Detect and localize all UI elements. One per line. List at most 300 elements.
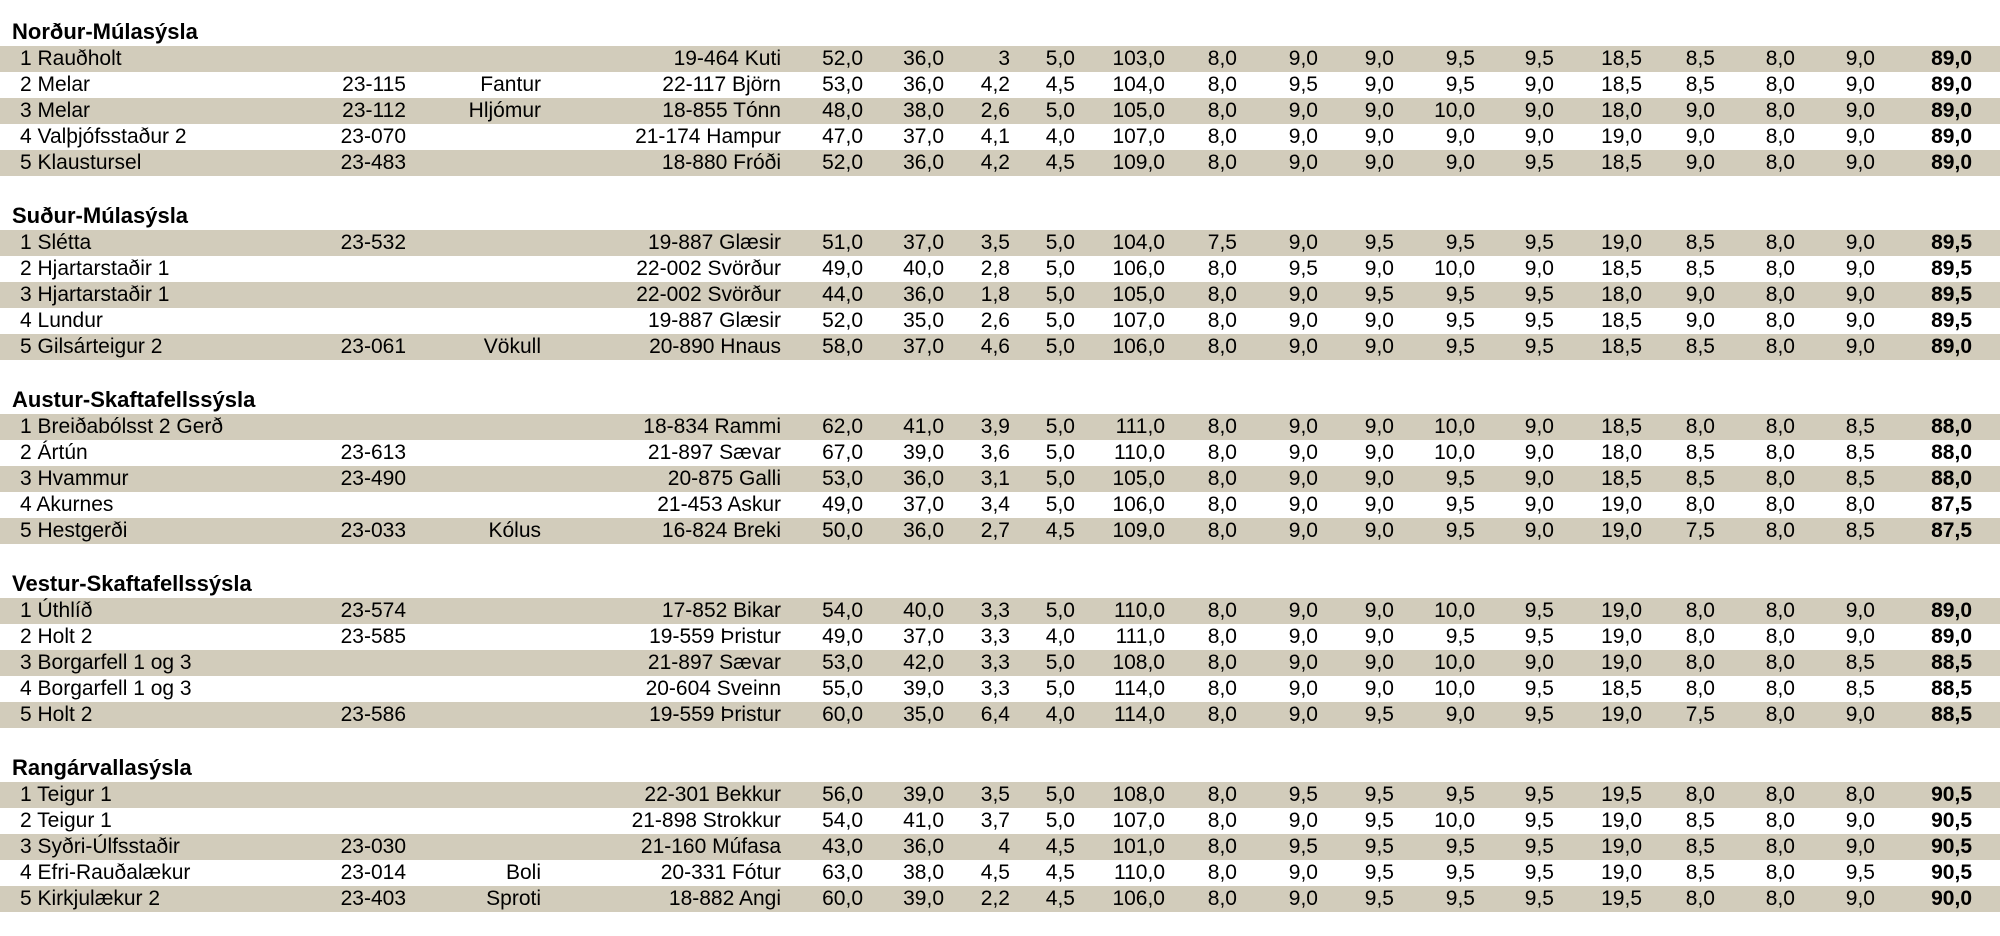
animal-id	[300, 492, 406, 518]
score-cell: 48,0	[822, 99, 863, 122]
score-cell: 9,0	[1364, 151, 1394, 174]
animal-name	[420, 466, 541, 492]
score-cell: 9,0	[1845, 599, 1875, 622]
score-cell: 19,0	[1601, 625, 1642, 648]
score-cell: 39,0	[903, 887, 944, 910]
table-row	[0, 334, 2000, 360]
section-title: Vestur-Skaftafellssýsla	[12, 571, 252, 596]
score-cell: 4,6	[980, 335, 1010, 358]
sire: 19-559 Þristur	[649, 703, 781, 726]
total-score: 87,5	[1931, 493, 1972, 516]
score-cell: 9,0	[1524, 467, 1554, 490]
total-score: 90,5	[1931, 809, 1972, 832]
section-title: Austur-Skaftafellssýsla	[12, 387, 256, 412]
score-cell: 8,0	[1845, 783, 1875, 806]
score-cell: 9,5	[1524, 151, 1554, 174]
animal-name	[420, 124, 541, 150]
score-cell: 19,0	[1601, 703, 1642, 726]
score-cell: 8,0	[1765, 651, 1795, 674]
score-cell: 3,1	[980, 467, 1010, 490]
score-cell: 8,5	[1685, 73, 1715, 96]
score-cell: 4,2	[980, 151, 1010, 174]
farm-name: 1 Slétta	[20, 231, 92, 254]
score-cell: 39,0	[903, 441, 944, 464]
score-cell: 8,0	[1765, 47, 1795, 70]
score-cell: 106,0	[1112, 257, 1165, 280]
section-5	[0, 754, 2000, 912]
score-cell: 3,5	[980, 783, 1010, 806]
score-cell: 9,5	[1288, 257, 1318, 280]
score-cell: 9,0	[1288, 519, 1318, 542]
score-cell: 106,0	[1112, 887, 1165, 910]
table-row	[0, 860, 2000, 886]
score-cell: 8,0	[1207, 835, 1237, 858]
score-cell: 19,5	[1601, 887, 1642, 910]
score-cell: 104,0	[1112, 231, 1165, 254]
farm-name: 4 Borgarfell 1 og 3	[20, 677, 192, 700]
score-cell: 9,0	[1364, 677, 1394, 700]
sire: 21-174 Hampur	[635, 125, 781, 148]
score-cell: 9,5	[1445, 861, 1475, 884]
score-cell: 2,7	[980, 519, 1010, 542]
table-row	[0, 440, 2000, 466]
score-cell: 18,5	[1601, 73, 1642, 96]
sire: 20-331 Fótur	[660, 861, 781, 884]
animal-name: Boli	[505, 861, 541, 884]
score-cell: 8,0	[1207, 861, 1237, 884]
animal-name	[420, 150, 541, 176]
animal-id: 23-112	[342, 99, 406, 122]
score-cell: 9,5	[1524, 809, 1554, 832]
animal-id	[300, 650, 406, 676]
score-cell: 4,1	[980, 125, 1010, 148]
total-score: 88,5	[1931, 677, 1972, 700]
sire: 19-887 Glæsir	[647, 231, 781, 254]
score-cell: 52,0	[822, 309, 863, 332]
score-cell: 5,0	[1045, 231, 1075, 254]
score-cell: 39,0	[903, 783, 944, 806]
animal-name	[420, 46, 541, 72]
total-score: 87,5	[1931, 519, 1972, 542]
sire: 20-890 Hnaus	[649, 335, 781, 358]
score-cell: 9,0	[1288, 861, 1318, 884]
score-cell: 9,0	[1288, 283, 1318, 306]
score-cell: 3	[998, 47, 1010, 70]
animal-id: 23-586	[340, 703, 406, 726]
score-cell: 9,5	[1445, 519, 1475, 542]
animal-name	[420, 414, 541, 440]
score-cell: 8,0	[1685, 415, 1715, 438]
score-cell: 8,5	[1685, 335, 1715, 358]
table-row	[0, 808, 2000, 834]
score-cell: 5,0	[1045, 415, 1075, 438]
farm-name: 3 Hvammur	[20, 467, 129, 490]
score-cell: 9,5	[1364, 835, 1394, 858]
score-cell: 63,0	[822, 861, 863, 884]
score-cell: 9,0	[1288, 599, 1318, 622]
score-cell: 9,5	[1524, 887, 1554, 910]
score-cell: 10,0	[1434, 651, 1475, 674]
score-cell: 9,0	[1685, 309, 1715, 332]
score-cell: 8,0	[1765, 231, 1795, 254]
animal-id: 23-532	[340, 231, 406, 254]
score-cell: 3,3	[980, 651, 1010, 674]
section-title: Suður-Múlasýsla	[12, 203, 189, 228]
score-cell: 8,0	[1765, 887, 1795, 910]
score-cell: 9,0	[1845, 835, 1875, 858]
section-2	[0, 202, 2000, 360]
score-cell: 5,0	[1045, 651, 1075, 674]
score-cell: 8,0	[1207, 677, 1237, 700]
score-cell: 8,0	[1207, 47, 1237, 70]
score-cell: 4,0	[1045, 125, 1075, 148]
score-cell: 5,0	[1045, 783, 1075, 806]
table-row	[0, 598, 2000, 624]
score-cell: 54,0	[822, 599, 863, 622]
score-cell: 8,0	[1207, 493, 1237, 516]
animal-name: Kólus	[488, 519, 541, 542]
score-cell: 19,0	[1601, 125, 1642, 148]
sire: 20-604 Sveinn	[645, 677, 781, 700]
score-cell: 9,0	[1288, 309, 1318, 332]
animal-name	[420, 782, 541, 808]
farm-name: 5 Holt 2	[20, 703, 93, 726]
score-cell: 9,0	[1445, 125, 1475, 148]
score-cell: 106,0	[1112, 493, 1165, 516]
animal-id: 23-014	[340, 861, 406, 884]
score-cell: 3,4	[980, 493, 1010, 516]
table-row	[0, 150, 2000, 176]
score-cell: 9,0	[1288, 677, 1318, 700]
score-cell: 9,5	[1445, 887, 1475, 910]
score-cell: 8,0	[1207, 441, 1237, 464]
total-score: 90,5	[1931, 783, 1972, 806]
score-cell: 9,5	[1524, 47, 1554, 70]
score-cell: 9,0	[1288, 151, 1318, 174]
animal-id: 23-585	[340, 625, 406, 648]
score-cell: 55,0	[822, 677, 863, 700]
score-cell: 8,0	[1207, 809, 1237, 832]
score-cell: 36,0	[903, 151, 944, 174]
score-cell: 9,5	[1364, 283, 1394, 306]
sire: 21-897 Sævar	[647, 651, 781, 674]
animal-name	[420, 676, 541, 702]
score-cell: 9,0	[1364, 73, 1394, 96]
score-cell: 8,0	[1207, 519, 1237, 542]
animal-id: 23-613	[340, 441, 406, 464]
score-cell: 5,0	[1045, 283, 1075, 306]
score-cell: 9,5	[1445, 493, 1475, 516]
score-cell: 9,0	[1524, 99, 1554, 122]
score-cell: 9,5	[1445, 335, 1475, 358]
score-cell: 8,0	[1765, 809, 1795, 832]
score-cell: 9,0	[1524, 125, 1554, 148]
score-cell: 9,0	[1364, 309, 1394, 332]
sire: 19-464 Kuti	[673, 47, 781, 70]
score-cell: 8,0	[1207, 703, 1237, 726]
score-cell: 9,5	[1524, 335, 1554, 358]
score-cell: 9,0	[1288, 335, 1318, 358]
farm-name: 2 Holt 2	[20, 625, 93, 648]
table-row	[0, 308, 2000, 334]
score-cell: 4,5	[980, 861, 1010, 884]
table-row	[0, 124, 2000, 150]
score-cell: 105,0	[1112, 283, 1165, 306]
score-cell: 9,0	[1845, 809, 1875, 832]
score-cell: 44,0	[822, 283, 863, 306]
score-cell: 39,0	[903, 677, 944, 700]
score-cell: 9,0	[1364, 99, 1394, 122]
score-cell: 3,9	[980, 415, 1010, 438]
score-cell: 60,0	[822, 703, 863, 726]
farm-name: 3 Borgarfell 1 og 3	[20, 651, 192, 674]
score-cell: 9,5	[1288, 783, 1318, 806]
animal-id: 23-061	[340, 335, 406, 358]
score-cell: 9,0	[1364, 257, 1394, 280]
score-cell: 4,5	[1045, 887, 1075, 910]
score-cell: 8,0	[1207, 467, 1237, 490]
score-cell: 9,5	[1524, 677, 1554, 700]
score-cell: 9,5	[1524, 283, 1554, 306]
score-cell: 4,5	[1045, 73, 1075, 96]
sire: 21-897 Sævar	[647, 441, 781, 464]
animal-id	[300, 282, 406, 308]
score-cell: 8,0	[1685, 625, 1715, 648]
animal-id	[300, 676, 406, 702]
total-score: 89,0	[1931, 73, 1972, 96]
score-cell: 4,5	[1045, 861, 1075, 884]
score-cell: 9,5	[1524, 231, 1554, 254]
total-score: 89,0	[1931, 151, 1972, 174]
score-cell: 111,0	[1115, 415, 1165, 438]
score-cell: 9,5	[1364, 887, 1394, 910]
score-cell: 58,0	[822, 335, 863, 358]
section-title: Norður-Múlasýsla	[12, 19, 198, 44]
score-cell: 8,0	[1765, 151, 1795, 174]
score-cell: 9,0	[1524, 493, 1554, 516]
table-row	[0, 624, 2000, 650]
score-cell: 8,0	[1765, 861, 1795, 884]
sire: 19-559 Þristur	[649, 625, 781, 648]
score-cell: 8,0	[1765, 309, 1795, 332]
score-cell: 9,5	[1524, 599, 1554, 622]
score-cell: 9,0	[1364, 467, 1394, 490]
total-score: 88,0	[1931, 415, 1972, 438]
animal-id	[300, 256, 406, 282]
score-cell: 4	[998, 835, 1010, 858]
farm-name: 4 Efri-Rauðalækur	[20, 861, 191, 884]
total-score: 88,5	[1931, 703, 1972, 726]
score-cell: 37,0	[903, 335, 944, 358]
animal-name	[420, 230, 541, 256]
score-cell: 107,0	[1112, 809, 1165, 832]
sire: 22-002 Svörður	[636, 283, 781, 306]
animal-name	[420, 598, 541, 624]
score-cell: 3,3	[980, 599, 1010, 622]
animal-name: Vökull	[483, 335, 541, 358]
score-cell: 9,0	[1524, 441, 1554, 464]
score-cell: 9,0	[1685, 151, 1715, 174]
score-cell: 9,0	[1364, 519, 1394, 542]
score-cell: 9,5	[1445, 783, 1475, 806]
farm-name: 1 Teigur 1	[20, 783, 112, 806]
score-cell: 37,0	[903, 625, 944, 648]
score-cell: 36,0	[903, 73, 944, 96]
table-row	[0, 518, 2000, 544]
score-cell: 104,0	[1112, 73, 1165, 96]
score-cell: 8,5	[1685, 47, 1715, 70]
table-row	[0, 466, 2000, 492]
animal-id: 23-490	[340, 467, 406, 490]
score-cell: 107,0	[1112, 309, 1165, 332]
score-cell: 49,0	[822, 493, 863, 516]
score-cell: 105,0	[1112, 467, 1165, 490]
score-cell: 9,0	[1364, 599, 1394, 622]
score-cell: 9,5	[1445, 47, 1475, 70]
score-cell: 3,6	[980, 441, 1010, 464]
score-cell: 5,0	[1045, 599, 1075, 622]
score-cell: 18,5	[1601, 151, 1642, 174]
sire: 16-824 Breki	[661, 519, 781, 542]
score-cell: 9,0	[1288, 703, 1318, 726]
score-cell: 2,2	[980, 887, 1010, 910]
score-cell: 8,0	[1845, 493, 1875, 516]
score-cell: 9,0	[1845, 703, 1875, 726]
section-3	[0, 386, 2000, 544]
score-cell: 9,5	[1445, 835, 1475, 858]
score-cell: 9,0	[1845, 231, 1875, 254]
score-cell: 8,0	[1685, 599, 1715, 622]
table-row	[0, 282, 2000, 308]
animal-name	[420, 702, 541, 728]
sire: 17-852 Bikar	[661, 599, 781, 622]
animal-id	[300, 308, 406, 334]
score-cell: 8,5	[1845, 441, 1875, 464]
score-cell: 38,0	[903, 99, 944, 122]
score-cell: 2,6	[980, 99, 1010, 122]
score-cell: 19,0	[1601, 493, 1642, 516]
score-cell: 8,5	[1845, 467, 1875, 490]
animal-id: 23-070	[340, 125, 406, 148]
score-cell: 108,0	[1112, 651, 1165, 674]
score-cell: 36,0	[903, 47, 944, 70]
score-cell: 8,0	[1685, 493, 1715, 516]
score-cell: 8,0	[1207, 625, 1237, 648]
total-score: 89,5	[1931, 283, 1972, 306]
score-cell: 110,0	[1114, 861, 1165, 884]
score-cell: 2,8	[980, 257, 1010, 280]
score-cell: 9,5	[1364, 231, 1394, 254]
score-cell: 101,0	[1112, 835, 1165, 858]
table-row	[0, 676, 2000, 702]
score-cell: 18,5	[1601, 309, 1642, 332]
animal-name	[420, 256, 541, 282]
score-cell: 9,0	[1685, 283, 1715, 306]
farm-name: 1 Úthlíð	[20, 599, 93, 622]
sire: 20-875 Galli	[667, 467, 781, 490]
score-cell: 9,0	[1288, 125, 1318, 148]
farm-name: 5 Gilsárteigur 2	[20, 335, 163, 358]
score-cell: 9,0	[1845, 335, 1875, 358]
animal-name: Sproti	[486, 887, 541, 910]
score-cell: 9,0	[1364, 651, 1394, 674]
score-cell: 10,0	[1434, 809, 1475, 832]
score-cell: 8,0	[1765, 519, 1795, 542]
score-cell: 18,5	[1601, 415, 1642, 438]
score-cell: 9,0	[1845, 73, 1875, 96]
score-cell: 9,0	[1364, 415, 1394, 438]
score-cell: 51,0	[822, 231, 863, 254]
score-cell: 10,0	[1434, 257, 1475, 280]
total-score: 90,5	[1931, 861, 1972, 884]
score-cell: 2,6	[980, 309, 1010, 332]
score-cell: 9,0	[1288, 231, 1318, 254]
score-cell: 5,0	[1045, 467, 1075, 490]
animal-name	[420, 834, 541, 860]
sire: 22-002 Svörður	[636, 257, 781, 280]
score-cell: 19,0	[1601, 231, 1642, 254]
score-cell: 9,0	[1445, 151, 1475, 174]
score-cell: 37,0	[903, 125, 944, 148]
farm-name: 2 Melar	[20, 73, 91, 96]
animal-name	[420, 624, 541, 650]
animal-id	[300, 808, 406, 834]
score-cell: 8,0	[1765, 783, 1795, 806]
sire: 21-898 Strokkur	[631, 809, 781, 832]
score-cell: 8,5	[1685, 835, 1715, 858]
table-row	[0, 72, 2000, 98]
score-cell: 9,0	[1845, 125, 1875, 148]
score-cell: 10,0	[1434, 441, 1475, 464]
score-cell: 19,0	[1601, 519, 1642, 542]
score-cell: 8,5	[1685, 441, 1715, 464]
score-cell: 9,0	[1288, 887, 1318, 910]
sire: 18-834 Rammi	[643, 415, 781, 438]
score-cell: 110,0	[1114, 441, 1165, 464]
score-cell: 9,5	[1364, 809, 1394, 832]
farm-name: 3 Melar	[20, 99, 91, 122]
score-cell: 9,0	[1845, 309, 1875, 332]
score-cell: 19,0	[1601, 599, 1642, 622]
score-cell: 114,0	[1114, 677, 1165, 700]
score-cell: 9,5	[1445, 283, 1475, 306]
score-cell: 9,5	[1288, 835, 1318, 858]
sire: 18-882 Angi	[668, 887, 781, 910]
score-cell: 8,0	[1765, 677, 1795, 700]
total-score: 89,0	[1931, 99, 1972, 122]
score-cell: 8,5	[1845, 677, 1875, 700]
score-cell: 9,5	[1445, 625, 1475, 648]
sire: 22-117 Björn	[662, 73, 781, 96]
animal-id	[300, 46, 406, 72]
score-cell: 9,0	[1524, 73, 1554, 96]
score-cell: 8,0	[1207, 783, 1237, 806]
animal-name	[420, 282, 541, 308]
score-cell: 9,5	[1445, 231, 1475, 254]
animal-name	[420, 492, 541, 518]
score-cell: 5,0	[1045, 677, 1075, 700]
animal-id	[300, 414, 406, 440]
score-cell: 8,0	[1685, 783, 1715, 806]
score-cell: 4,5	[1045, 519, 1075, 542]
total-score: 89,5	[1931, 257, 1972, 280]
score-cell: 9,0	[1364, 493, 1394, 516]
animal-id: 23-403	[340, 887, 406, 910]
score-cell: 9,0	[1288, 651, 1318, 674]
score-cell: 8,0	[1207, 73, 1237, 96]
score-cell: 49,0	[822, 257, 863, 280]
total-score: 89,0	[1931, 625, 1972, 648]
